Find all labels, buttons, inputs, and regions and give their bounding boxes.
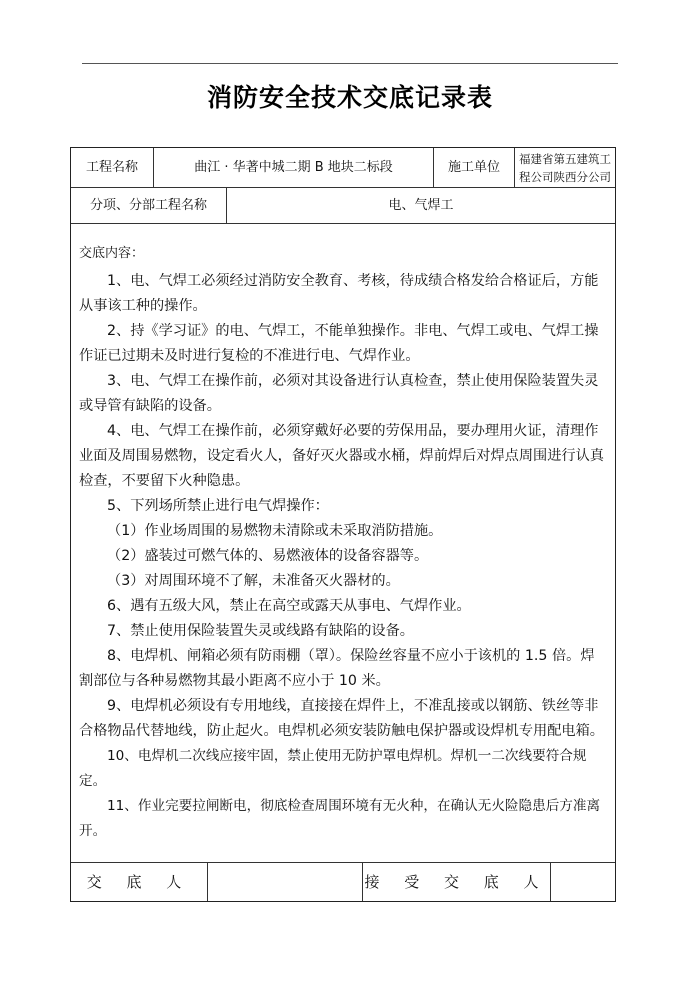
- briefing-item: 4、电、气焊工在操作前，必须穿戴好必要的劳保用品，要办理用火证，清理作业面及周围易燃物，设定看火人，备好灭火器或水桶，焊前焊后对焊点周围进行认真检查，不要留下火种隐患。: [79, 423, 604, 489]
- briefing-item: 8、电焊机、闸箱必须有防雨棚（罩）。保险丝容量不应小于该机的 1.5 倍。焊割部位与各种易燃物其最小距离不应小于 10 米。: [79, 648, 595, 689]
- briefing-item: （3）对周围环境不了解，未准备灭火器材的。: [107, 573, 400, 589]
- briefing-item: 7、禁止使用保险装置失灵或线路有缺陷的设备。: [107, 623, 414, 639]
- briefing-item: 2、持《学习证》的电、气焊工，不能单独操作。非电、气焊工或电、气焊工操作证已过期未及时进行复检的不准进行电、气焊作业。: [79, 323, 599, 364]
- section-value: 电、气焊工: [388, 197, 454, 213]
- briefing-item: 10、电焊机二次线应接牢固，禁止使用无防护罩电焊机。焊机一二次线要符合规定。: [79, 748, 587, 789]
- briefing-item: （2）盛装过可燃气体的、易燃液体的设备容器等。: [107, 548, 429, 564]
- briefing-item: 6、遇有五级大风，禁止在高空或露天从事电、气焊作业。: [107, 598, 471, 614]
- briefing-item: 5、下列场所禁止进行电气焊操作：: [107, 498, 329, 514]
- briefing-item: （1）作业场周围的易燃物未清除或未采取消防措施。: [107, 523, 443, 539]
- briefing-item: 11、作业完要拉闸断电，彻底检查周围环境有无火种，在确认无火险隐患后方准离开。: [79, 798, 601, 839]
- section-label: 分项、分部工程名称: [71, 188, 227, 223]
- signature-row: [71, 862, 615, 901]
- header-rule: [82, 63, 618, 64]
- briefing-item: 9、电焊机必须设有专用地线，直接接在焊件上，不准乱接或以钢筋、铁丝等非合格物品代替地线，防止起火。电焊机必须安装防触电保护器或设焊机专用配电箱。: [79, 698, 604, 739]
- giver-signature-field[interactable]: [208, 863, 363, 901]
- section-row: [71, 188, 615, 224]
- project-row: [71, 148, 615, 188]
- content-label: 交底内容：: [79, 246, 145, 261]
- giver-label: 交 底 人: [71, 863, 208, 901]
- project-name-value: 曲江 · 华著中城二期 B 地块二标段: [154, 148, 434, 187]
- construction-unit-label: 施工单位: [434, 148, 515, 187]
- briefing-item: 1、电、气焊工必须经过消防安全教育、考核，待成绩合格发给合格证后，方能从事该工种的操作。: [79, 273, 599, 314]
- construction-unit-value: 福建省第五建筑工程公司陕西分公司: [519, 151, 611, 184]
- briefing-item: 3、电、气焊工在操作前，必须对其设备进行认真检查，禁止使用保险装置失灵或导管有缺陷的设备。: [79, 373, 599, 414]
- receiver-label: 接 受 交 底 人: [363, 863, 551, 901]
- briefing-content: [71, 224, 615, 862]
- record-form: [70, 147, 616, 902]
- project-name-label: 工程名称: [71, 148, 154, 187]
- receiver-signature-field[interactable]: [551, 863, 615, 901]
- page-title: 消防安全技术交底记录表: [206, 83, 493, 112]
